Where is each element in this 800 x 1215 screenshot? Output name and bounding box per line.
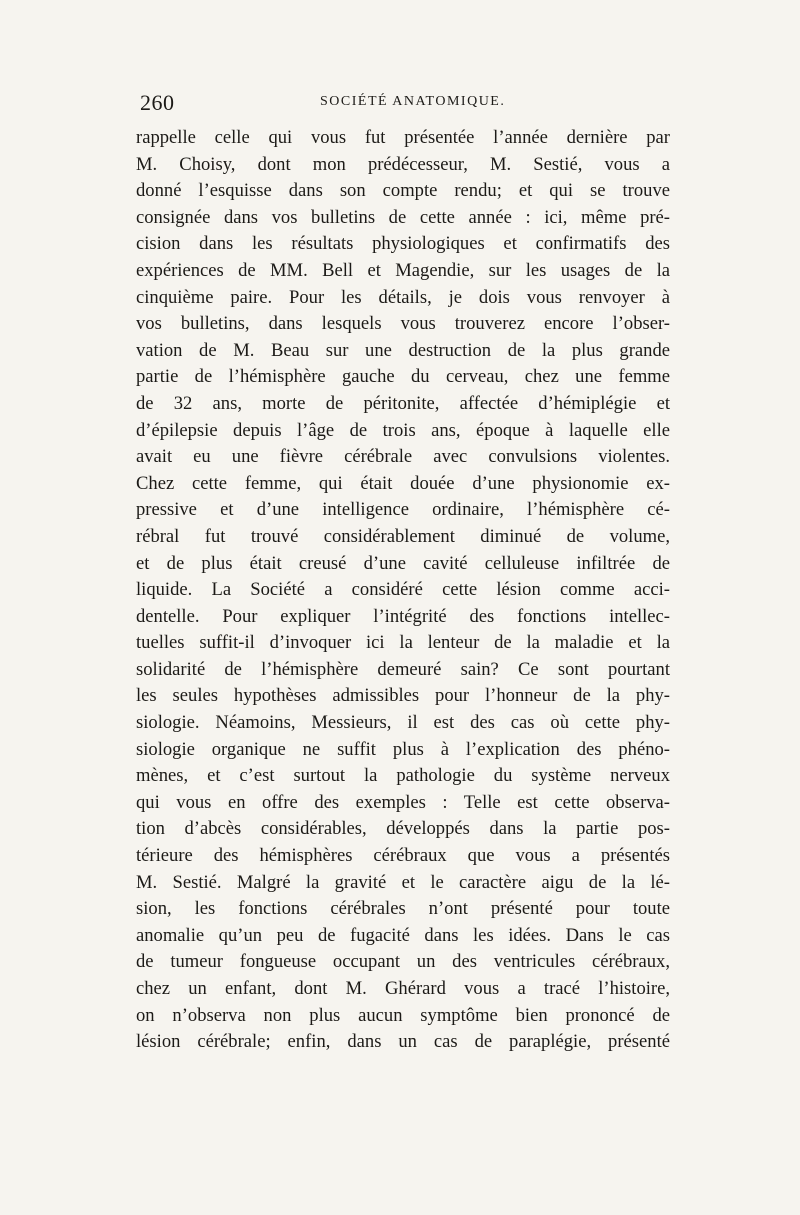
text-line: expériences de MM. Bell et Magendie, sur les usages de la	[136, 259, 670, 281]
text-line: donné l’esquisse dans son compte rendu; et qui se trouve	[136, 180, 670, 202]
text-line: cision dans les résultats physiologiques et confirmatifs des	[136, 233, 670, 255]
text-line: consignée dans vos bulletins de cette année : ici, même pré-	[136, 206, 670, 228]
text-line: Chez cette femme, qui était douée d’une physionomie ex-	[136, 472, 670, 494]
text-line: partie de l’hémisphère gauche du cerveau, chez une femme	[136, 366, 670, 388]
text-line: sion, les fonctions cérébrales n’ont présenté pour toute	[136, 898, 670, 920]
text-line: de 32 ans, morte de péritonite, affectée d’hémiplégie et	[136, 392, 670, 414]
text-line: chez un enfant, dont M. Ghérard vous a tracé l’histoire,	[136, 978, 670, 999]
text-line: pressive et d’une intelligence ordinaire, l’hémisphère cé-	[136, 499, 670, 521]
text-line: cinquième paire. Pour les détails, je dois vous renvoyer à	[136, 286, 670, 308]
text-line: térieure des hémisphères cérébraux que vous a présentés	[136, 845, 670, 867]
text-line: qui vous en offre des exemples : Telle est cette observa-	[136, 791, 670, 813]
text-line: siologie organique ne suffit plus à l’explication des phéno-	[136, 738, 670, 760]
text-line: les seules hypothèses admissibles pour l’honneur de la phy-	[136, 685, 670, 707]
text-line: avait eu une fièvre cérébrale avec convulsions violentes.	[136, 446, 670, 468]
page-header	[140, 90, 670, 120]
text-line: et de plus était creusé d’une cavité celluleuse infiltrée de	[136, 552, 670, 574]
text-line: vation de M. Beau sur une destruction de la plus grande	[136, 339, 670, 361]
text-line: de tumeur fongueuse occupant un des ventricules cérébraux,	[136, 951, 670, 973]
text-line: vos bulletins, dans lesquels vous trouverez encore l’obser-	[136, 313, 670, 335]
text-line: solidarité de l’hémisphère demeuré sain? Ce sont pourtant	[136, 658, 670, 680]
text-line: rébral fut trouvé considérablement diminué de volume,	[136, 525, 670, 547]
text-line: tuelles suffit-il d’invoquer ici la lenteur de la maladie et la	[136, 632, 670, 654]
text-line: lésion cérébrale; enfin, dans un cas de paraplégie, présenté	[136, 1031, 670, 1053]
text-line: rappelle celle qui vous fut présentée l’année dernière par	[136, 127, 670, 148]
text-line: dentelle. Pour expliquer l’intégrité des fonctions intellec-	[136, 605, 670, 627]
text-line: siologie. Néamoins, Messieurs, il est des cas où cette phy-	[136, 712, 670, 734]
text-line: mènes, et c’est surtout la pathologie du système nerveux	[136, 765, 670, 787]
running-title: SOCIÉTÉ ANATOMIQUE.	[320, 94, 506, 109]
text-line: M. Choisy, dont mon prédécesseur, M. Sestié, vous a	[136, 153, 670, 175]
text-line: tion d’abcès considérables, développés dans la partie pos-	[136, 818, 670, 840]
text-line: d’épilepsie depuis l’âge de trois ans, époque à laquelle elle	[136, 419, 670, 441]
text-line: on n’observa non plus aucun symptôme bien prononcé de	[136, 1004, 670, 1026]
body-text	[136, 125, 670, 1056]
text-line: M. Sestié. Malgré la gravité et le caractère aigu de la lé-	[136, 871, 670, 893]
page-number: 260	[140, 90, 175, 115]
text-line: anomalie qu’un peu de fugacité dans les idées. Dans le cas	[136, 924, 670, 946]
text-line: liquide. La Société a considéré cette lésion comme acci-	[136, 579, 670, 601]
